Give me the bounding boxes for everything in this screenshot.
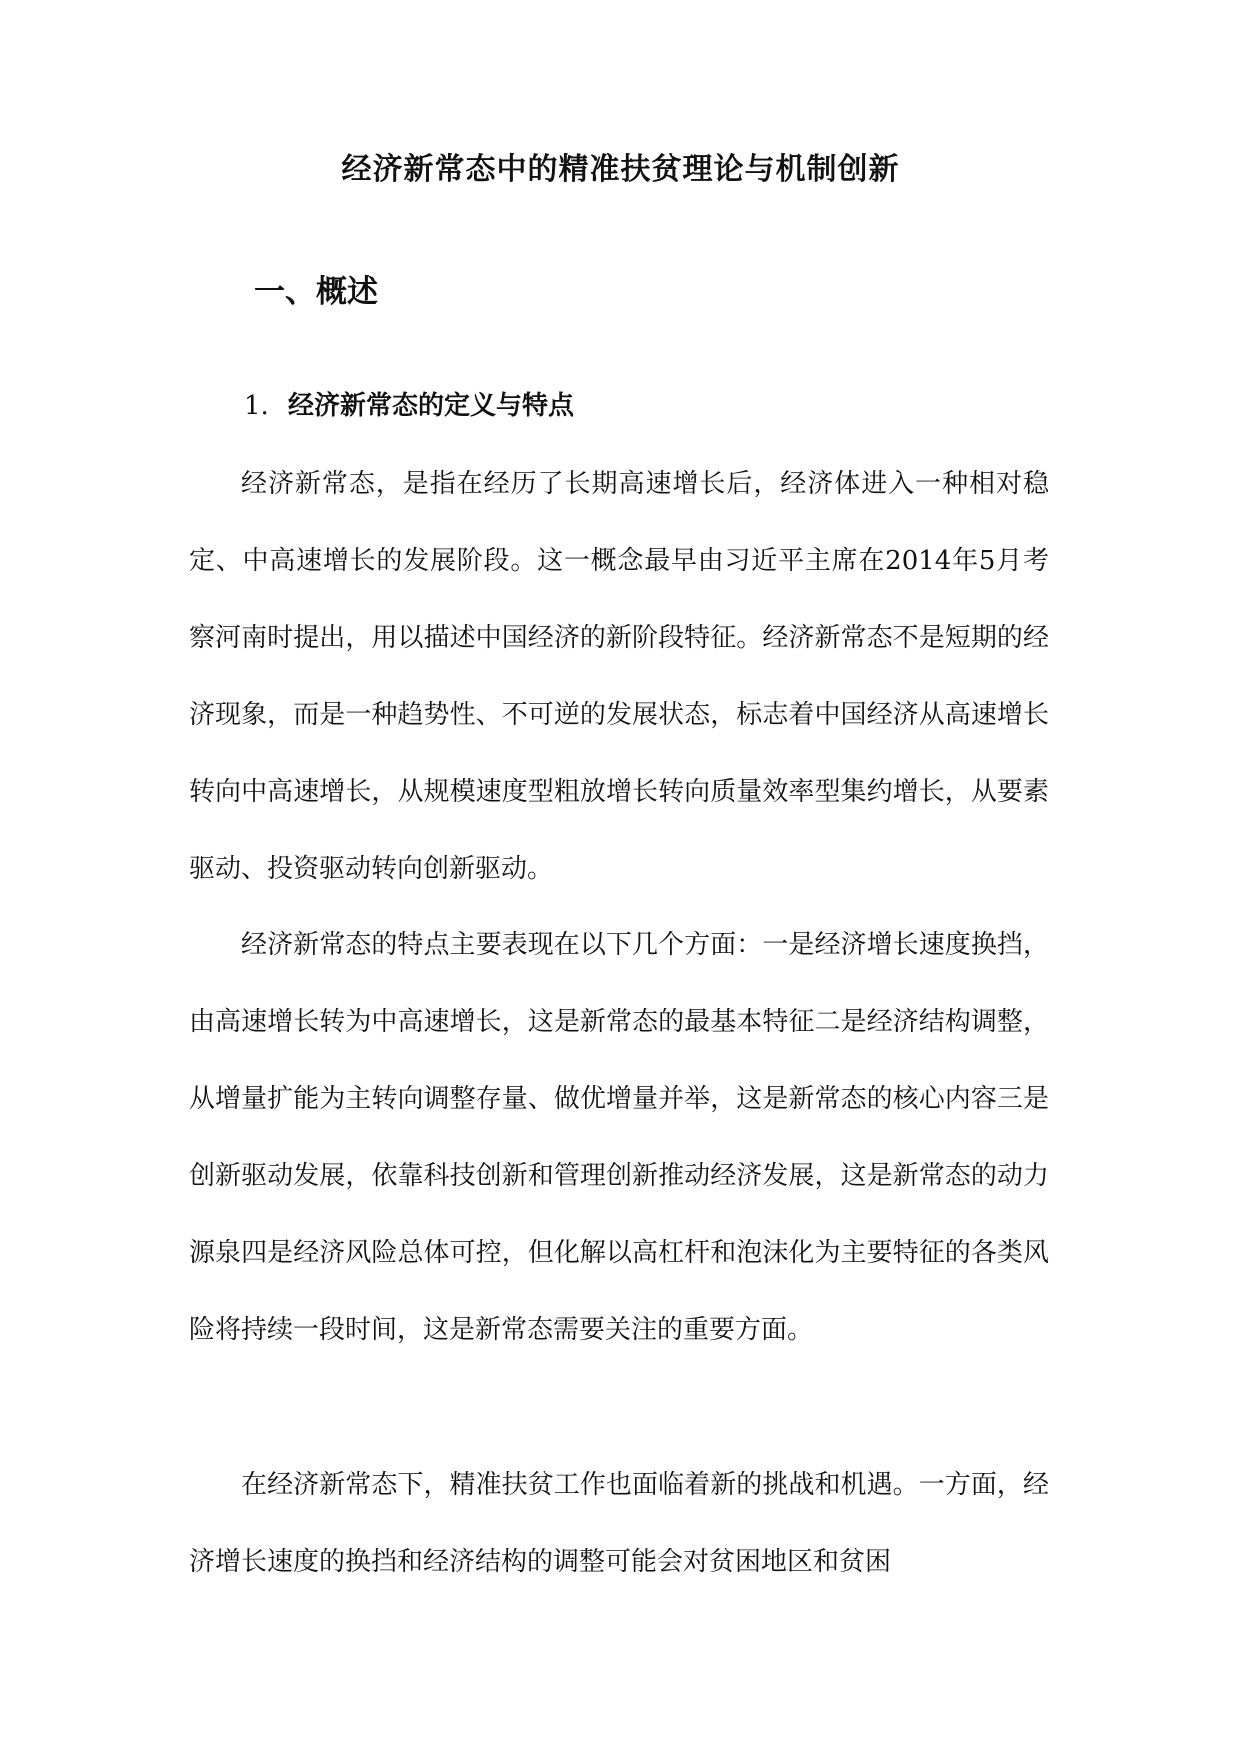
subsection-title: 经济新常态的定义与特点 bbox=[288, 391, 575, 421]
body-paragraph: 经济新常态，是指在经历了长期高速增长后，经济体进入一种相对稳定、中高速增长的发展阶段。这一概念最早由习近平主席在2014年5月考察河南时提出，用以描述中国经济的新阶段特征。经济新常态不是短期的经济现象，而是一种趋势性、不可逆的发展状态，标志着中国经济从高速增长转向中高速增长，从规模速度型粗放增长转向质量效率型集约增长，从要素驱动、投资驱动转向创新驱动。 bbox=[189, 469, 1049, 884]
body-paragraph: 在经济新常态下，精准扶贫工作也面临着新的挑战和机遇。一方面，经济增长速度的换挡和经济结构的调整可能会对贫困地区和贫困 bbox=[189, 1470, 1049, 1577]
subsection-number: 1. bbox=[244, 391, 269, 421]
section-heading: 一、概述 bbox=[254, 274, 378, 310]
subsection-heading bbox=[244, 388, 574, 424]
document-title: 经济新常态中的精准扶贫理论与机制创新 bbox=[341, 152, 900, 187]
body-paragraph: 经济新常态的特点主要表现在以下几个方面：一是经济增长速度换挡，由高速增长转为中高速增长，这是新常态的最基本特征二是经济结构调整，从增量扩能为主转向调整存量、做优增量并举，这是新常态的核心内容三是创新驱动发展，依靠科技创新和管理创新推动经济发展，这是新常态的动力源泉四是经济风险总体可控，但化解以高杠杆和泡沫化为主要特征的各类风险将持续一段时间，这是新常态需要关注的重要方面。 bbox=[189, 930, 1049, 1345]
